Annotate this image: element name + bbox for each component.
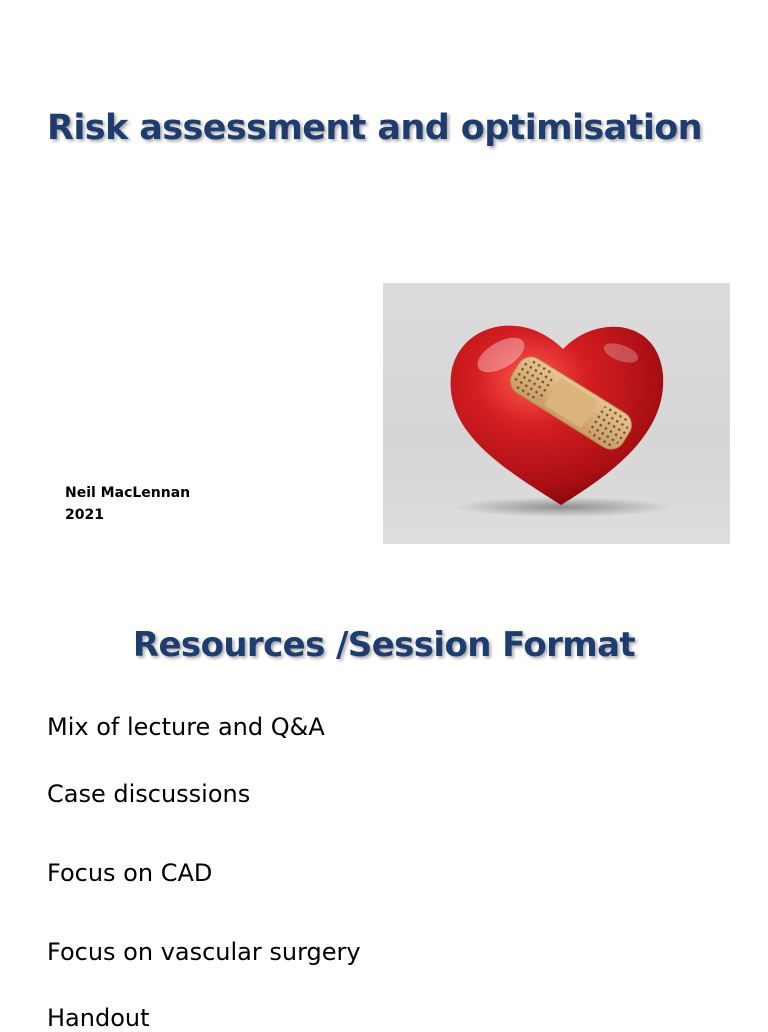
heart-image: [383, 283, 730, 544]
author-year: 2021: [65, 507, 104, 523]
slide-title: Resources /Session Format: [132, 625, 636, 665]
slide-2: [0, 575, 768, 1032]
author-block: [65, 482, 190, 526]
bandaged-heart-icon: [383, 283, 730, 544]
list-item: Mix of lecture and Q&A: [47, 713, 325, 741]
list-item: Case discussions: [47, 780, 251, 808]
list-item: Focus on vascular surgery: [47, 938, 361, 966]
author-name: Neil MacLennan: [65, 485, 191, 501]
list-item: Handout: [47, 1004, 150, 1032]
slide-title: Risk assessment and optimisation: [47, 108, 702, 148]
list-item: Focus on CAD: [47, 859, 213, 887]
